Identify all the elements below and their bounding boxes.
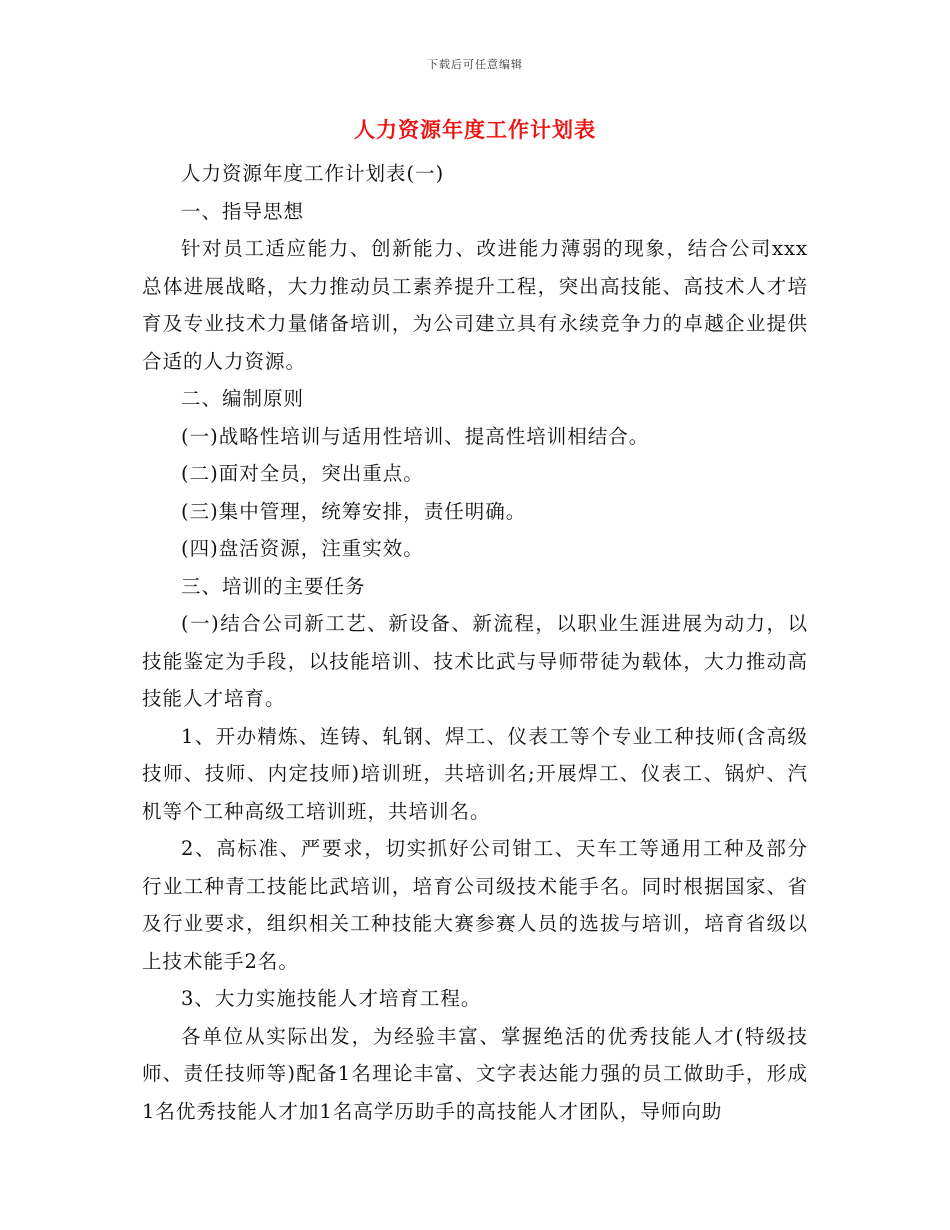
paragraph-principle-1: (一)战略性培训与适用性培训、提高性培训相结合。 (181, 424, 650, 448)
document-body (142, 155, 808, 1130)
paragraph-section-heading: 人力资源年度工作计划表(一) (181, 162, 445, 185)
document-title: 人力资源年度工作计划表 (354, 117, 596, 142)
paragraph-heading-principles: 二、编制原则 (181, 387, 305, 410)
paragraph-guiding-idea: 针对员工适应能力、创新能力、改进能力薄弱的现象，结合公司xxx总体进展战略，大力推动员工素养提升工程，突出高技能、高技术人才培育及专业技术力量储备培训，为公司建立具有永续竞争力的卓越企业提供合适的人力资源。 (142, 237, 808, 373)
paragraph-principle-2: (二)面对全员，突出重点。 (181, 462, 424, 485)
paragraph-principle-4: (四)盘活资源，注重实效。 (181, 537, 424, 560)
paragraph-task-item-1: 1、开办精炼、连铸、轧钢、焊工、仪表工等个专业工种技师(含高级技师、技师、内定技师)培训班，共培训名;开展焊工、仪表工、锅炉、汽机等个工种高级工培训班，共培训名。 (142, 724, 808, 823)
paragraph-task-item-3: 3、大力实施技能人才培育工程。 (181, 987, 482, 1010)
paragraph-task-1: (一)结合公司新工艺、新设备、新流程，以职业生涯进展为动力，以技能鉴定为手段，以技能培训、技术比武与导师带徒为载体，大力推动高技能人才培育。 (142, 612, 808, 710)
header-note: 下载后可任意编辑 (427, 58, 523, 71)
paragraph-heading-tasks: 三、培训的主要任务 (181, 574, 366, 598)
paragraph-task-item-2: 2、高标准、严要求，切实抓好公司钳工、天车工等通用工种及部分行业工种青工技能比武培训，培育公司级技术能手名。同时根据国家、省及行业要求，组织相关工种技能大赛参赛人员的选拔与培训，培育省级以上技术能手2名。 (142, 837, 808, 973)
paragraph-principle-3: (三)集中管理，统筹安排，责任明确。 (181, 499, 527, 523)
paragraph-task-item-3-detail: 各单位从实际出发，为经验丰富、掌握绝活的优秀技能人才(特级技师、责任技师等)配备1名理论丰富、文字表达能力强的员工做助手，形成1名优秀技能人才加1名高学历助手的高技能人才团队，导师向助 (142, 1024, 808, 1123)
paragraph-heading-guiding-idea: 一、指导思想 (181, 199, 305, 223)
